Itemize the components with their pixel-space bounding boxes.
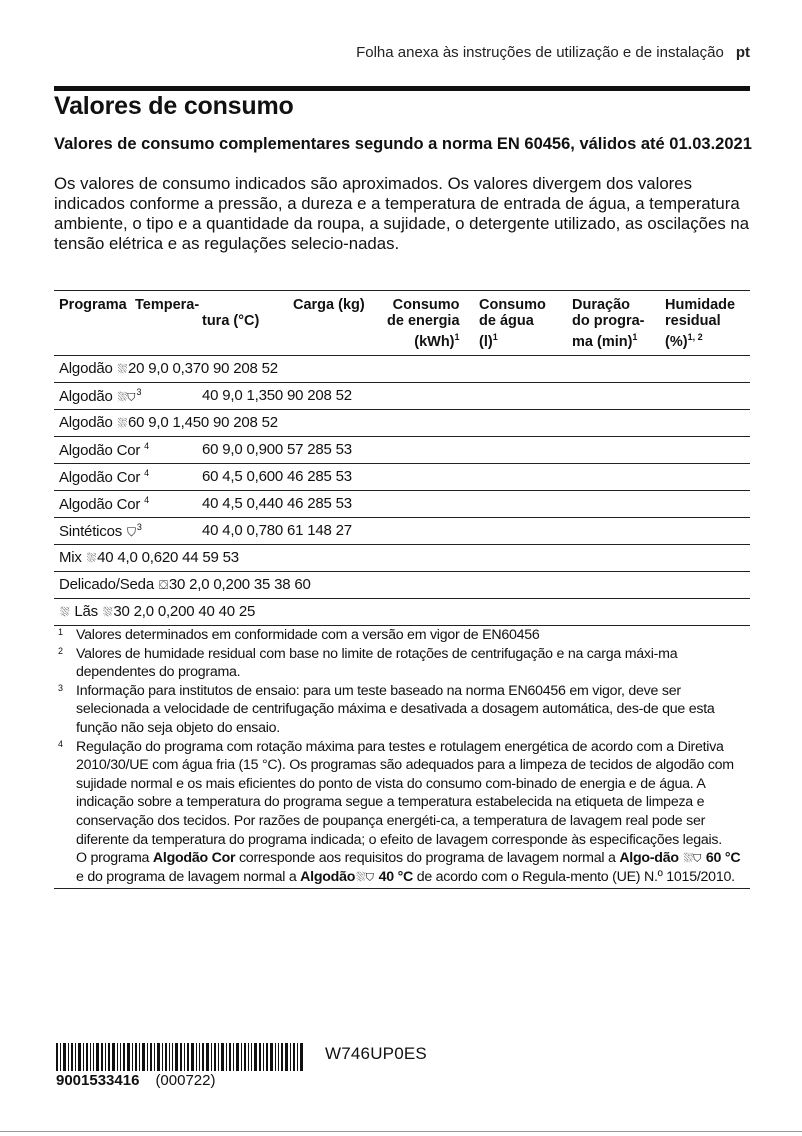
- program-name: Algodão Cor: [59, 469, 141, 486]
- barcode: [56, 1043, 306, 1071]
- row-values: 40 4,0 0,620 44 59 53: [97, 549, 239, 566]
- program-name: Mix: [59, 549, 82, 566]
- footnote-ref: 3: [136, 387, 142, 397]
- footnote-ref: 4: [144, 441, 149, 451]
- table-row: [54, 464, 750, 491]
- col-temperatura: Tempera- tura (°C): [135, 297, 260, 329]
- program-name: Algodão: [59, 388, 113, 405]
- footnote-2: 2 Valores de humidade residual com base no limite de rotações de centrifugação e na carga máxi-ma dependentes do programa.: [58, 645, 678, 681]
- table-row: [54, 599, 750, 626]
- table-row: [54, 437, 750, 464]
- cotton-icon: ⛆: [117, 362, 128, 376]
- table-row: [54, 518, 750, 545]
- table-row: [54, 572, 750, 599]
- cotton-eco-icon: ⛆⛉: [683, 851, 702, 866]
- wool-icon: ⛆: [60, 605, 70, 619]
- consumption-table: [54, 290, 750, 626]
- mix-icon: ⛆: [86, 551, 97, 565]
- col-humidade: Humidade residual (%)$^{1, 2}$: [665, 297, 736, 350]
- table-row: [54, 356, 750, 383]
- program-name: Algodão: [59, 414, 113, 431]
- row-values: 60 9,0 1,450 90 208 52: [128, 414, 278, 431]
- program-name: Delicado/Seda: [59, 576, 154, 593]
- row-values: 60 4,5 0,600 46 285 53: [202, 468, 352, 485]
- footnote-ref: 4: [144, 468, 149, 478]
- bottom-rule: [0, 1131, 802, 1132]
- col-programa: Programa: [59, 297, 127, 313]
- program-name: Algodão Cor: [59, 496, 141, 513]
- footnotes: [54, 626, 750, 889]
- col-carga: Carga (kg): [293, 297, 365, 313]
- row-values: 60 9,0 0,900 57 285 53: [202, 441, 352, 458]
- model-code: W746UP0ES: [325, 1044, 427, 1063]
- top-rule: [54, 86, 750, 91]
- page-header: [356, 44, 750, 61]
- synthetics-icon: ⛉: [127, 525, 136, 539]
- table-row: [54, 545, 750, 572]
- barcode-number: 9001533416 (000722): [56, 1072, 216, 1089]
- row-values: 20 9,0 0,370 90 208 52: [128, 360, 278, 377]
- row-values: 40 4,0 0,780 61 148 27: [202, 522, 352, 539]
- cotton-eco-icon: ⛆⛉: [117, 390, 136, 404]
- col-agua: Consumo de água $(l)^1$: [479, 297, 546, 350]
- program-name: Lãs: [74, 603, 98, 620]
- program-name: Algodão: [59, 360, 113, 377]
- col-duracao: Duração do progra- ma $(\min)^1$: [572, 297, 645, 350]
- program-name: Sintéticos: [59, 523, 123, 540]
- header-text: Folha anexa às instruções de utilização e de instalação: [356, 44, 724, 61]
- table-row: [54, 491, 750, 518]
- cotton-icon: ⛆: [117, 416, 128, 430]
- footnote-ref: 3: [136, 522, 142, 532]
- wool-icon: ⛆: [102, 605, 113, 619]
- language-code: pt: [735, 44, 750, 61]
- col-energia: Consumo de energia (kWh)$^1$: [387, 297, 460, 350]
- footnote-1: 1 Valores determinados em conformidade com a versão em vigor de EN60456: [58, 627, 540, 643]
- footnote-3: 3 Informação para institutos de ensaio: para um teste baseado na norma EN60456 em vigor, deve ser selecionada a velocidade de centrifugação máxima e desativada a dosagem automática, des-de que esta função não seja objeto do ensaio.: [58, 682, 715, 736]
- row-values: 30 2,0 0,200 35 38 60: [168, 576, 311, 593]
- intro-paragraph: Os valores de consumo indicados são aproximados. Os valores divergem dos valores indicados conforme a pressão, a dureza e a temperatura de entrada de água, a temperatura ambiente, o tipo e a quantidade da roupa, a sujidade, o detergente utilizado, as oscilações na tensão elétrica e as regulações selecio-nadas.: [54, 174, 750, 253]
- table-row: [54, 383, 750, 410]
- row-values: 40 9,0 1,350 90 208 52: [202, 387, 352, 404]
- footnote-ref: 4: [144, 495, 149, 505]
- row-values: 30 2,0 0,200 40 40 25: [113, 603, 256, 620]
- delicate-silk-icon: ⛋: [158, 578, 168, 592]
- section-subtitle: Valores de consumo complementares segundo a norma EN 60456, válidos até 01.03.2021: [54, 135, 752, 153]
- program-name: Algodão Cor: [59, 442, 141, 459]
- row-values: 40 4,5 0,440 46 285 53: [202, 495, 352, 512]
- footnote-4: 4 Regulação do programa com rotação máxima para testes e rotulagem energética de acordo com a Diretiva 2010/30/UE com água fria (15 °C). Os programas são adequados para a limpeza de tecidos de algodão com sujidade normal e os mais eficientes do ponto de vista do consumo com-binado de energia e de água. A indicação sobre a temperatura do programa segue a temperatura estabelecida na etiqueta de limpeza e conservação dos tecidos. Por razões de poupança energéti-ca, a temperatura de lavagem real pode ser diferente da temperatura do programa indicada; o efeito de lavagem corresponde às especificações legais. O programa Algodão Cor corresponde aos requisitos do programa de lavagem normal a Algo-dão ⛆⛉ 60 °C e do programa de lavagem normal a Algodão⛆⛉ 40 °C de acordo com o Regula-mento (UE) N.º 1015/2010.: [58, 738, 741, 885]
- table-row: [54, 410, 750, 437]
- table-header: [54, 291, 750, 356]
- page-title: Valores de consumo: [54, 92, 294, 120]
- cotton-eco-icon: ⛆⛉: [356, 869, 374, 884]
